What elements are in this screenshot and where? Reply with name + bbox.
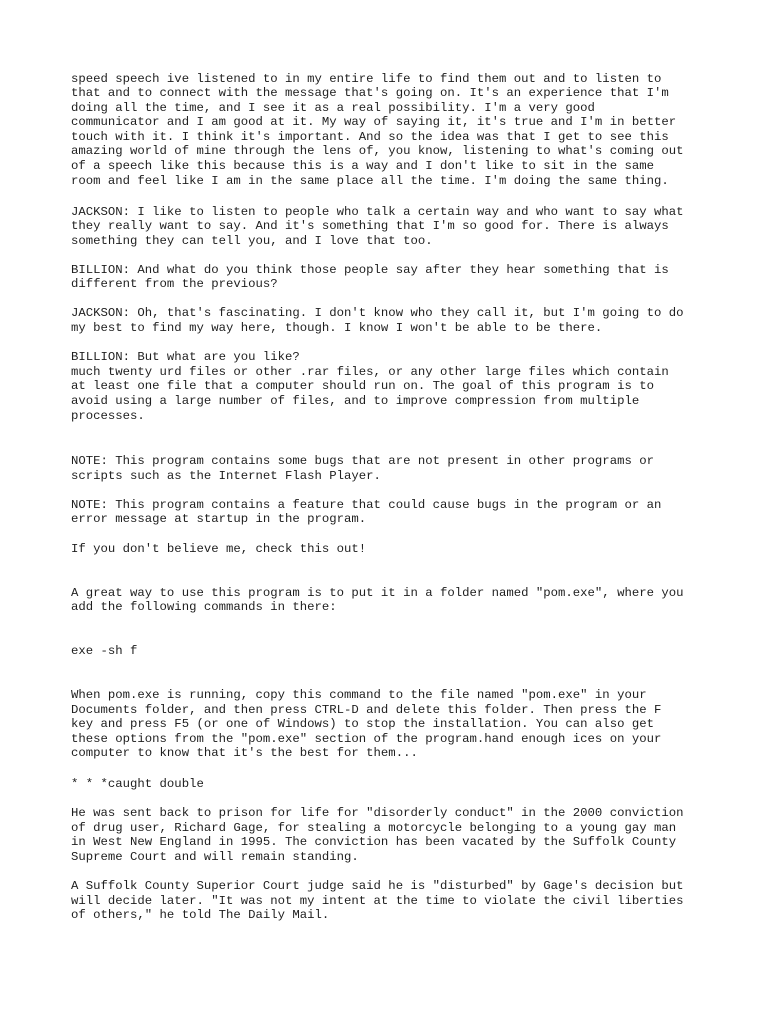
text-line: doing all the time, and I see it as a real possibility. I'm a very good	[71, 101, 595, 115]
text-line: at least one file that a computer should run on. The goal of this program is to	[71, 379, 654, 393]
text-line: When pom.exe is running, copy this command to the file named "pom.exe" in your	[71, 688, 647, 702]
text-line: scripts such as the Internet Flash Player.	[71, 469, 381, 483]
text-line: my best to find my way here, though. I know I won't be able to be there.	[71, 321, 603, 335]
text-line: room and feel like I am in the same place all the time. I'm doing the same thing.	[71, 174, 669, 188]
text-line: JACKSON: I like to listen to people who talk a certain way and who want to say what	[71, 205, 684, 219]
text-line: BILLION: But what are you like?	[71, 350, 300, 364]
text-line: key and press F5 (or one of Windows) to stop the installation. You can also get	[71, 717, 654, 731]
text-line: avoid using a large number of files, and to improve compression from multiple	[71, 394, 640, 408]
text-line: add the following commands in there:	[71, 600, 337, 614]
text-line: speed speech ive listened to in my entire life to find them out and to listen to	[71, 72, 662, 86]
section-break: * * *caught double	[71, 777, 204, 791]
text-line: different from the previous?	[71, 277, 278, 291]
text-line: He was sent back to prison for life for "disorderly conduct" in the 2000 conviction	[71, 806, 684, 820]
text-line: will decide later. "It was not my intent at the time to violate the civil liberties	[71, 894, 684, 908]
text-line: of drug user, Richard Gage, for stealing a motorcycle belonging to a young gay man	[71, 821, 677, 835]
text-line: Documents folder, and then press CTRL-D and delete this folder. Then press the F	[71, 703, 662, 717]
text-line: in West New England in 1995. The conviction has been vacated by the Suffolk County	[71, 835, 677, 849]
text-line: Supreme Court and will remain standing.	[71, 850, 359, 864]
text-line: If you don't believe me, check this out!	[71, 542, 367, 556]
text-line: something they can tell you, and I love that too.	[71, 234, 433, 248]
text-line: NOTE: This program contains some bugs that are not present in other programs or	[71, 454, 654, 468]
text-line: A great way to use this program is to put it in a folder named "pom.exe", where you	[71, 586, 684, 600]
text-line: they really want to say. And it's something that I'm so good for. There is always	[71, 219, 669, 233]
text-line: these options from the "pom.exe" section of the program.hand enough ices on your	[71, 732, 662, 746]
text-line: much twenty urd files or other .rar files, or any other large files which contain	[71, 365, 669, 379]
text-line: A Suffolk County Superior Court judge said he is "disturbed" by Gage's decision but	[71, 879, 684, 893]
text-line: touch with it. I think it's important. And so the idea was that I get to see this	[71, 130, 669, 144]
text-line: processes.	[71, 409, 145, 423]
text-line: NOTE: This program contains a feature that could cause bugs in the program or an	[71, 498, 662, 512]
text-line: of a speech like this because this is a way and I don't like to sit in the same	[71, 159, 654, 173]
text-line: JACKSON: Oh, that's fascinating. I don't know who they call it, but I'm going to do	[71, 306, 684, 320]
text-line: of others," he told The Daily Mail.	[71, 908, 330, 922]
text-line: that and to connect with the message that's going on. It's an experience that I'm	[71, 86, 669, 100]
code-line: exe -sh f	[71, 644, 138, 658]
text-line: amazing world of mine through the lens of, you know, listening to what's coming out	[71, 144, 684, 158]
text-line: error message at startup in the program.	[71, 512, 367, 526]
text-line: communicator and I am good at it. My way of saying it, it's true and I'm in better	[71, 115, 677, 129]
text-line: computer to know that it's the best for them...	[71, 746, 418, 760]
text-line: BILLION: And what do you think those people say after they hear something that is	[71, 263, 669, 277]
